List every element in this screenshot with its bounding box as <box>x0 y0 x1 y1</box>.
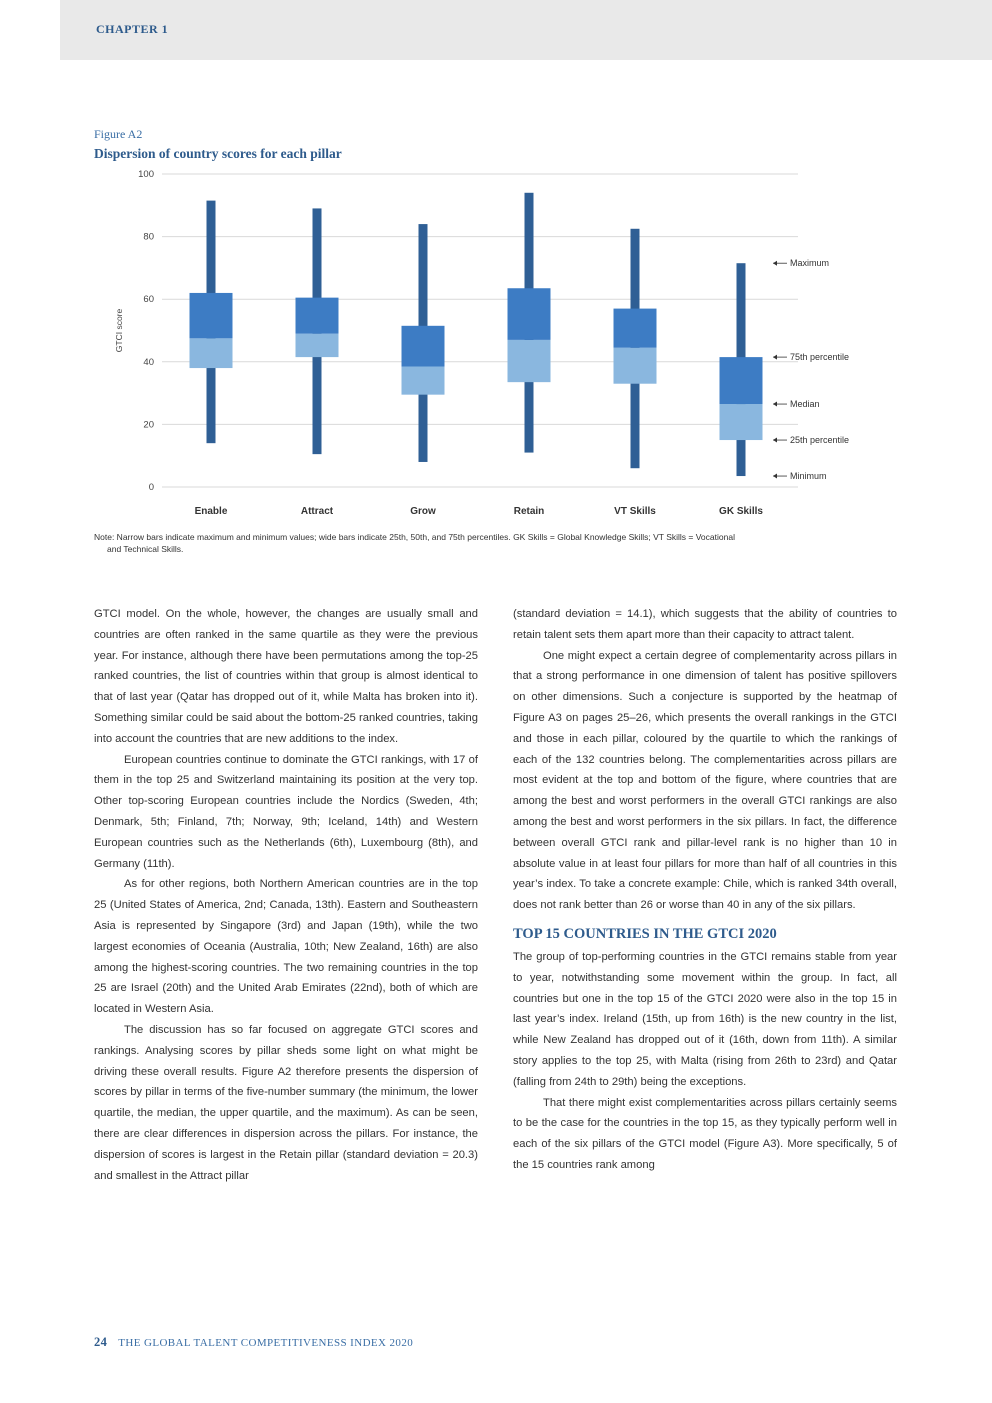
x-tick-label: Enable <box>194 506 228 517</box>
lower-quartile-box <box>190 338 233 368</box>
upper-quartile-box <box>190 293 233 338</box>
y-tick-label: 100 <box>138 169 154 180</box>
chapter-label: CHAPTER 1 <box>96 22 169 36</box>
annotation-label: Minimum <box>790 471 827 482</box>
figure-label: Figure A2 <box>94 127 143 141</box>
arrow-left-icon <box>773 438 777 443</box>
annotation-label: Median <box>790 399 820 410</box>
paragraph: As for other regions, both Northern American countries are in the top 25 (United States of America, 2nd; Canada, 13th). Eastern and Southeastern Asia is represented by Singapore (3rd) and Japan (19th), while the two largest economies of Oceania (Australia, 10th; New Zealand, 16th) are also among the highest-scoring countries. The two remaining countries in the top 25 are Israel (20th) and the United Arab Emirates (22nd), both of which are located in Western Asia. <box>94 878 478 1016</box>
y-tick-label: 40 <box>143 356 154 368</box>
annotation-label: 25th percentile <box>790 435 850 446</box>
annotation-label: Maximum <box>790 258 830 269</box>
body-column-left <box>94 604 478 1186</box>
publication-title: THE GLOBAL TALENT COMPETITIVENESS INDEX 2020 <box>118 1337 414 1349</box>
y-tick-label: 20 <box>143 419 154 431</box>
lower-quartile-box <box>508 340 551 382</box>
page-footer <box>94 1335 413 1350</box>
x-tick-label: Grow <box>410 506 436 517</box>
boxplot-chart <box>94 165 874 523</box>
upper-quartile-box <box>614 309 657 348</box>
x-tick-label: VT Skills <box>614 506 656 517</box>
paragraph: The group of top-performing countries in the GTCI remains stable from year to year, notwithstanding some movement within the group. In fact, all countries but one in the top 15 of the GTCI 2020 were also in the top 15 in last year’s index. Ireland (15th, up from 16th) is the new country in the list, while New Zealand has dropped out of it (16th, down from 11th). A similar story applies to the top 25, with Malta (rising from 26th to 23rd) and Qatar (falling from 24th to 29th) being the exceptions. <box>513 950 897 1088</box>
section-heading: TOP 15 COUNTRIES IN THE GTCI 2020 <box>513 925 777 942</box>
y-tick-label: 80 <box>143 231 154 243</box>
paragraph: The discussion has so far focused on aggregate GTCI scores and rankings. Analysing scores by pillar sheds some light on what might be driving these overall results. Figure A2 therefore presents the dispersion of scores by pillar in terms of the five-number summary (the minimum, the lower quartile, the median, the upper quartile, and the maximum). As can be seen, there are clear differences in dispersion across the pillars. For instance, the dispersion of scores is largest in the Retain pillar (standard deviation = 20.3) and smallest in the Attract pillar <box>94 1023 478 1182</box>
upper-quartile-box <box>296 298 339 334</box>
x-tick-label: Retain <box>513 506 545 517</box>
upper-quartile-box <box>720 357 763 404</box>
y-tick-label: 0 <box>148 482 154 493</box>
lower-quartile-box <box>402 366 445 394</box>
chapter-header-band <box>60 0 992 60</box>
annotation-label: 75th percentile <box>790 352 850 363</box>
figure-note-line-2: and Technical Skills. <box>107 544 184 554</box>
arrow-left-icon <box>773 355 777 360</box>
upper-quartile-box <box>402 326 445 367</box>
paragraph: GTCI model. On the whole, however, the changes are usually small and countries are often ranked in the same quartile as they were the previous year. For instance, although there have been permutations among the top-25 ranked countries, the list of countries within that group is almost identical to that of last year (Qatar has dropped out of it, while Malta has broken into it). Something similar could be said about the bottom-25 ranked countries, taking into account the countries that are new additions to the index. <box>94 608 478 745</box>
y-tick-label: 60 <box>143 294 154 306</box>
paragraph: (standard deviation = 14.1), which suggests that the ability of countries to retain talent sets them apart more than their capacity to attract talent. <box>513 608 897 641</box>
lower-quartile-box <box>296 334 339 357</box>
arrow-left-icon <box>773 261 777 266</box>
page-number: 24 <box>94 1335 108 1349</box>
paragraph: That there might exist complementarities across pillars certainly seems to be the case for the countries in the top 15, as they typically perform well in each of the six pillars of the GTCI model (Figure A3). More specifically, 5 of the 15 countries rank among <box>513 1096 897 1171</box>
lower-quartile-box <box>720 404 763 440</box>
body-column-right <box>513 604 897 1176</box>
paragraph: One might expect a certain degree of complementarity across pillars in that a strong performance in one dimension of talent has positive spillovers on other dimensions. Such a conjecture is supported by the heatmap of Figure A3 on pages 25–26, which presents the overall rankings in the GTCI and those in each pillar, coloured by the quartile to which the rankings of each of the 132 countries belong. The complementarities across pillars are most evident at the top and bottom of the figure, where countries that are among the best and worst performers in the overall GTCI rankings are also among the best and worst performers in the six pillars. In fact, the difference between overall GTCI rank and pillar-level rank is no higher than 10 in absolute value in at least four pillars for more than half of all countries in this year’s index. To take a concrete example: Chile, which is ranked 34th overall, does not rank better than 26 or worse than 40 in any of the six pillars. <box>513 649 897 912</box>
arrow-left-icon <box>773 402 777 407</box>
x-tick-label: Attract <box>300 506 334 517</box>
lower-quartile-box <box>614 348 657 384</box>
upper-quartile-box <box>508 288 551 340</box>
paragraph: European countries continue to dominate the GTCI rankings, with 17 of them in the top 25 and Switzerland maintaining its position at the very top. Other top-scoring European countries include the Nordics (Sweden, 4th; Denmark, 5th; Finland, 7th; Norway, 9th; Iceland, 14th) and Western European countries such as the Netherlands (6th), Luxembourg (8th), and Germany (11th). <box>94 753 478 870</box>
arrow-left-icon <box>773 474 777 479</box>
figure-note-line-1: Note: Narrow bars indicate maximum and minimum values; wide bars indicate 25th, 50th, and 75th percentiles. GK Skills = Global Knowledge Skills; VT Skills = Vocational <box>94 532 735 542</box>
figure-note <box>94 531 854 555</box>
x-tick-label: GK Skills <box>719 506 763 517</box>
figure-title: Dispersion of country scores for each pillar <box>94 146 342 161</box>
y-axis-title: GTCI score <box>114 308 124 353</box>
